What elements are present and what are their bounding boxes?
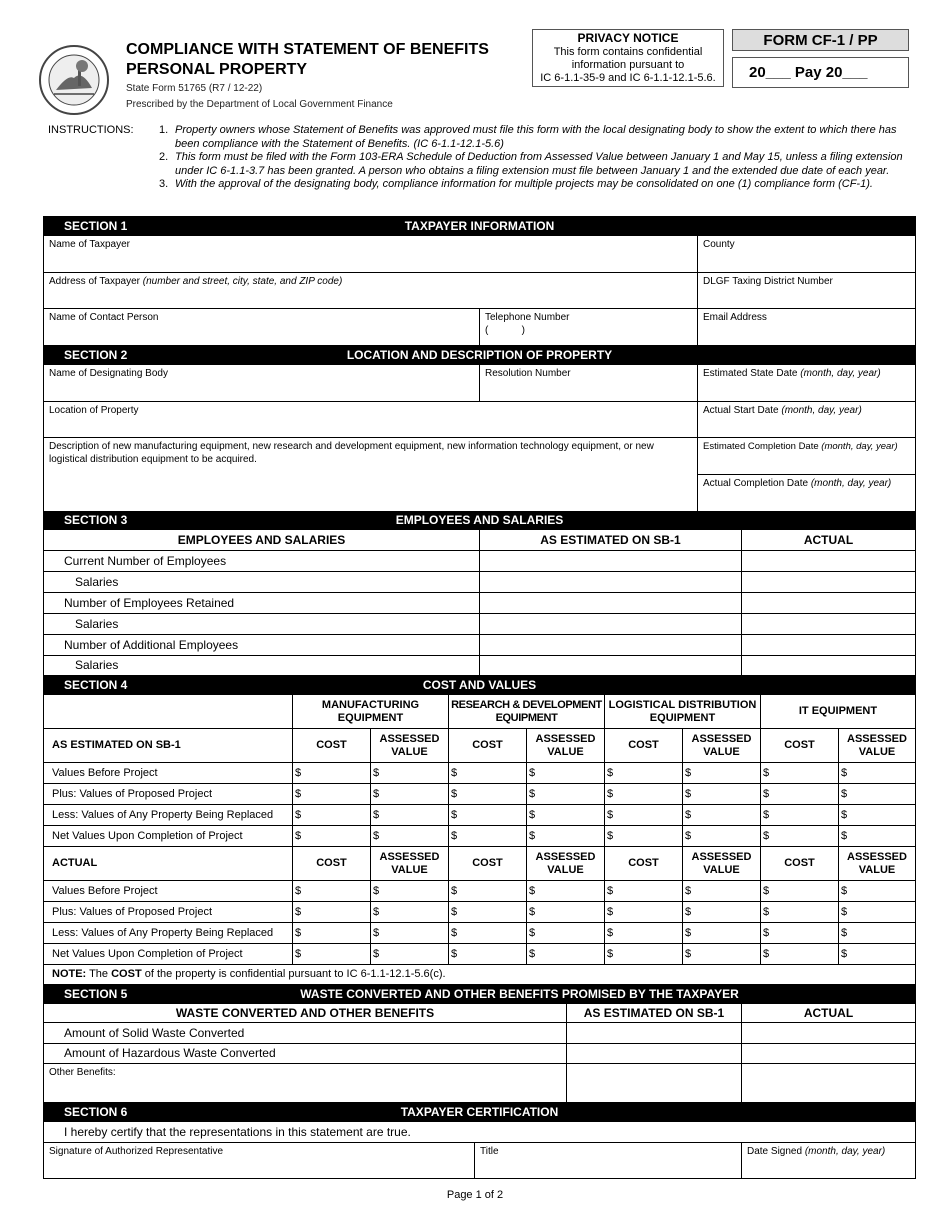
instruction-number: 2. bbox=[159, 151, 169, 163]
resolution-number-field[interactable] bbox=[480, 365, 698, 402]
waste-estimated-header: AS ESTIMATED ON SB-1 bbox=[567, 1004, 742, 1023]
dollar-input-cell[interactable]: $ bbox=[293, 763, 371, 784]
dollar-input-cell[interactable]: $ bbox=[761, 826, 839, 847]
other-benefits-estimated[interactable] bbox=[567, 1064, 742, 1103]
dollar-input-cell[interactable]: $ bbox=[605, 881, 683, 902]
dollar-input-cell[interactable]: $ bbox=[761, 902, 839, 923]
assessed-value-header: ASSESSED VALUE bbox=[839, 847, 915, 881]
section-3-bar bbox=[44, 511, 915, 530]
dollar-input-cell[interactable]: $ bbox=[449, 763, 527, 784]
section-6-label: SECTION 6 bbox=[64, 1105, 128, 1119]
dollar-input-cell[interactable]: $ bbox=[527, 826, 605, 847]
note-cost-word: COST bbox=[111, 968, 142, 980]
field-label: Description of new manufacturing equipment, new research and development equipment, new information technology equipment, or new logistical distribution equipment to be acquired. bbox=[49, 441, 654, 465]
employee-row-label: Salaries bbox=[44, 614, 480, 635]
employee-actual-cell[interactable] bbox=[742, 635, 915, 656]
form-number-badge: FORM CF-1 / PP bbox=[732, 29, 909, 51]
field-label: Name of Designating Body bbox=[49, 368, 168, 379]
section-6-bar bbox=[44, 1103, 915, 1122]
dollar-input-cell[interactable]: $ bbox=[839, 763, 915, 784]
instruction-text: Property owners whose Statement of Benefits was approved must file this form with the local designating body to show the extent to which there has been compliance with the Statement of Benefits. (IC 6-1.1-12.1-5.6) bbox=[175, 124, 897, 150]
section-5-title: WASTE CONVERTED AND OTHER BENEFITS PROMISED BY THE TAXPAYER bbox=[300, 987, 739, 1001]
dollar-input-cell[interactable]: $ bbox=[293, 944, 371, 965]
cost-header: COST bbox=[293, 729, 371, 763]
date-signed-field[interactable] bbox=[742, 1143, 915, 1178]
privacy-line-2: information pursuant to bbox=[571, 59, 685, 71]
section-5-label: SECTION 5 bbox=[64, 987, 128, 1001]
employee-row-label: Number of Employees Retained bbox=[44, 593, 480, 614]
dollar-input-cell[interactable]: $ bbox=[371, 784, 449, 805]
value-row-label: Net Values Upon Completion of Project bbox=[44, 944, 293, 965]
value-row-label: Plus: Values of Proposed Project bbox=[44, 902, 293, 923]
dollar-input-cell[interactable]: $ bbox=[839, 805, 915, 826]
dollar-input-cell[interactable]: $ bbox=[371, 826, 449, 847]
telephone-field[interactable] bbox=[480, 309, 698, 346]
title-field[interactable] bbox=[475, 1143, 742, 1178]
instruction-item bbox=[159, 178, 919, 192]
dollar-input-cell[interactable]: $ bbox=[605, 805, 683, 826]
instruction-item bbox=[159, 151, 919, 178]
dollar-input-cell[interactable]: $ bbox=[839, 826, 915, 847]
dollar-input-cell[interactable]: $ bbox=[605, 944, 683, 965]
assessed-value-header: ASSESSED VALUE bbox=[371, 729, 449, 763]
field-label: Telephone Number bbox=[485, 312, 570, 323]
value-row-label: Less: Values of Any Property Being Replaced bbox=[44, 923, 293, 944]
field-label: Name of Contact Person bbox=[49, 312, 159, 323]
dollar-input-cell[interactable]: $ bbox=[293, 902, 371, 923]
year-field[interactable]: 20___ Pay 20___ bbox=[732, 57, 909, 88]
field-label: Date Signed bbox=[747, 1146, 803, 1157]
section-3-label: SECTION 3 bbox=[64, 513, 128, 527]
section-2-label: SECTION 2 bbox=[64, 348, 128, 362]
page-number: Page 1 of 2 bbox=[446, 1189, 504, 1201]
assessed-value-header: ASSESSED VALUE bbox=[683, 729, 761, 763]
dollar-input-cell[interactable]: $ bbox=[683, 763, 761, 784]
title-line-1: COMPLIANCE WITH STATEMENT OF BENEFITS bbox=[126, 41, 489, 58]
field-label: DLGF Taxing District Number bbox=[703, 276, 833, 287]
dlgf-district-field[interactable] bbox=[698, 273, 915, 309]
actual-start-date-field[interactable] bbox=[698, 402, 915, 438]
dollar-input-cell[interactable]: $ bbox=[371, 763, 449, 784]
description-field[interactable] bbox=[44, 438, 698, 512]
employee-actual-cell[interactable] bbox=[742, 593, 915, 614]
employee-row-label: Salaries bbox=[44, 656, 480, 676]
section-5-bar bbox=[44, 985, 915, 1004]
actual-col-header: ACTUAL bbox=[742, 530, 915, 551]
employee-actual-cell[interactable] bbox=[742, 551, 915, 572]
field-hint: (month, day, year) bbox=[804, 1146, 886, 1157]
dollar-input-cell[interactable]: $ bbox=[839, 784, 915, 805]
field-label: Actual Start Date bbox=[703, 405, 779, 416]
dollar-input-cell[interactable]: $ bbox=[683, 881, 761, 902]
section-2-bar bbox=[44, 346, 915, 365]
value-row-label: Plus: Values of Proposed Project bbox=[44, 784, 293, 805]
prescribed-by: Prescribed by the Department of Local Government Finance bbox=[126, 99, 393, 110]
assessed-value-header: ASSESSED VALUE bbox=[527, 847, 605, 881]
field-label: Address of Taxpayer bbox=[49, 276, 140, 287]
dollar-input-cell[interactable]: $ bbox=[449, 902, 527, 923]
dollar-input-cell[interactable]: $ bbox=[371, 944, 449, 965]
field-hint: (month, day, year) bbox=[810, 478, 892, 489]
certification-statement: I hereby certify that the representations in this statement are true. bbox=[44, 1122, 915, 1143]
field-label: Other Benefits: bbox=[49, 1067, 116, 1078]
dollar-input-cell[interactable]: $ bbox=[293, 805, 371, 826]
form-title bbox=[126, 40, 489, 80]
actual-block-label: ACTUAL bbox=[44, 847, 293, 881]
dollar-input-cell[interactable]: $ bbox=[761, 944, 839, 965]
state-seal-icon bbox=[38, 44, 110, 116]
county-field[interactable] bbox=[698, 236, 915, 273]
dollar-input-cell[interactable]: $ bbox=[449, 784, 527, 805]
employee-actual-cell[interactable] bbox=[742, 572, 915, 593]
waste-col-header: WASTE CONVERTED AND OTHER BENEFITS bbox=[44, 1004, 567, 1023]
phone-area-code: ( ) bbox=[485, 325, 525, 336]
employee-estimated-cell[interactable] bbox=[480, 656, 742, 676]
employee-row-label: Salaries bbox=[44, 572, 480, 593]
cost-header: COST bbox=[449, 729, 527, 763]
instruction-item bbox=[159, 124, 919, 151]
dollar-input-cell[interactable]: $ bbox=[839, 923, 915, 944]
cost-header: COST bbox=[761, 729, 839, 763]
dollar-input-cell[interactable]: $ bbox=[683, 923, 761, 944]
section-4-bar bbox=[44, 676, 915, 695]
cost-header: COST bbox=[449, 847, 527, 881]
group-header-blank bbox=[44, 695, 293, 729]
dollar-input-cell[interactable]: $ bbox=[371, 881, 449, 902]
title-line-2: PERSONAL PROPERTY bbox=[126, 61, 308, 78]
cost-header: COST bbox=[293, 847, 371, 881]
dollar-input-cell[interactable]: $ bbox=[839, 902, 915, 923]
field-label: Resolution Number bbox=[485, 368, 571, 379]
instruction-text: With the approval of the designating body, compliance information for multiple projects may be consolidated on one (1) compliance form (CF-1). bbox=[175, 178, 873, 190]
field-label: Title bbox=[480, 1146, 499, 1157]
field-label: Estimated State Date bbox=[703, 368, 798, 379]
assessed-value-header: ASSESSED VALUE bbox=[527, 729, 605, 763]
assessed-value-header: ASSESSED VALUE bbox=[683, 847, 761, 881]
equipment-group-header: IT EQUIPMENT bbox=[761, 695, 915, 729]
employee-estimated-cell[interactable] bbox=[480, 593, 742, 614]
estimated-completion-date-field[interactable] bbox=[698, 438, 915, 475]
field-label: Email Address bbox=[703, 312, 767, 323]
signature-field[interactable] bbox=[44, 1143, 475, 1178]
dollar-input-cell[interactable]: $ bbox=[605, 923, 683, 944]
instruction-number: 1. bbox=[159, 124, 169, 136]
actual-completion-date-field[interactable] bbox=[698, 475, 915, 512]
designating-body-field[interactable] bbox=[44, 365, 480, 402]
note-label: NOTE: bbox=[52, 968, 87, 980]
employee-row-label: Number of Additional Employees bbox=[44, 635, 480, 656]
cost-header: COST bbox=[605, 729, 683, 763]
location-field[interactable] bbox=[44, 402, 698, 438]
waste-actual-header: ACTUAL bbox=[742, 1004, 915, 1023]
dollar-input-cell[interactable]: $ bbox=[371, 923, 449, 944]
employee-estimated-cell[interactable] bbox=[480, 572, 742, 593]
estimated-col-header: AS ESTIMATED ON SB-1 bbox=[480, 530, 742, 551]
dollar-input-cell[interactable]: $ bbox=[761, 923, 839, 944]
dollar-input-cell[interactable]: $ bbox=[761, 784, 839, 805]
dollar-input-cell[interactable]: $ bbox=[605, 784, 683, 805]
value-row-label: Values Before Project bbox=[44, 763, 293, 784]
dollar-input-cell[interactable]: $ bbox=[527, 805, 605, 826]
dollar-input-cell[interactable]: $ bbox=[839, 944, 915, 965]
estimated-block-label: AS ESTIMATED ON SB-1 bbox=[44, 729, 293, 763]
privacy-line-1: This form contains confidential bbox=[553, 46, 703, 58]
estimated-state-date-field[interactable] bbox=[698, 365, 915, 402]
dollar-input-cell[interactable]: $ bbox=[449, 881, 527, 902]
field-hint: (number and street, city, state, and ZIP code) bbox=[142, 276, 343, 287]
section-6-title: TAXPAYER CERTIFICATION bbox=[400, 1105, 559, 1119]
privacy-notice bbox=[532, 29, 724, 87]
field-hint: (month, day, year) bbox=[781, 405, 862, 416]
assessed-value-header: ASSESSED VALUE bbox=[371, 847, 449, 881]
other-benefits-field[interactable] bbox=[44, 1064, 567, 1103]
dollar-input-cell[interactable]: $ bbox=[683, 826, 761, 847]
solid-waste-label: Amount of Solid Waste Converted bbox=[44, 1023, 567, 1044]
dollar-input-cell[interactable]: $ bbox=[371, 805, 449, 826]
solid-waste-estimated[interactable] bbox=[567, 1023, 742, 1044]
dollar-input-cell[interactable]: $ bbox=[761, 763, 839, 784]
dollar-input-cell[interactable]: $ bbox=[293, 826, 371, 847]
field-label: Location of Property bbox=[49, 405, 139, 416]
dollar-input-cell[interactable]: $ bbox=[683, 784, 761, 805]
dollar-input-cell[interactable]: $ bbox=[761, 805, 839, 826]
cost-header: COST bbox=[761, 847, 839, 881]
dollar-input-cell[interactable]: $ bbox=[605, 902, 683, 923]
field-label: Estimated Completion Date bbox=[703, 441, 819, 452]
dollar-input-cell[interactable]: $ bbox=[371, 902, 449, 923]
field-hint: (month, day, year) bbox=[800, 368, 881, 379]
employees-col-header: EMPLOYEES AND SALARIES bbox=[44, 530, 480, 551]
compliance-form bbox=[43, 216, 916, 1179]
instruction-text: This form must be filed with the Form 103-ERA Schedule of Deduction from Assessed Value between January 1 and May 15, unless a filing extension under IC 6-1.1-3.7 has been granted. A person who obtains a filing extension must file between January 1 and the extended due date of each year. bbox=[175, 151, 903, 177]
dollar-input-cell[interactable]: $ bbox=[293, 784, 371, 805]
section-1-label: SECTION 1 bbox=[64, 219, 128, 233]
note-text: of the property is confidential pursuant to IC 6-1.1-12.1-5.6(c). bbox=[141, 968, 446, 980]
section-1-bar bbox=[44, 217, 915, 236]
equipment-group-header: MANUFACTURING EQUIPMENT bbox=[293, 695, 449, 729]
employee-row-label: Current Number of Employees bbox=[44, 551, 480, 572]
dollar-input-cell[interactable]: $ bbox=[449, 923, 527, 944]
dollar-input-cell[interactable]: $ bbox=[527, 902, 605, 923]
field-hint: (month, day, year) bbox=[821, 441, 898, 452]
dollar-input-cell[interactable]: $ bbox=[605, 826, 683, 847]
dollar-input-cell[interactable]: $ bbox=[527, 923, 605, 944]
dollar-input-cell[interactable]: $ bbox=[527, 944, 605, 965]
dollar-input-cell[interactable]: $ bbox=[683, 944, 761, 965]
section-4-label: SECTION 4 bbox=[64, 678, 128, 692]
dollar-input-cell[interactable]: $ bbox=[527, 763, 605, 784]
dollar-input-cell[interactable]: $ bbox=[293, 923, 371, 944]
email-field[interactable] bbox=[698, 309, 915, 346]
note-text: The bbox=[86, 968, 112, 980]
section-1-title: TAXPAYER INFORMATION bbox=[404, 219, 555, 233]
dollar-input-cell[interactable]: $ bbox=[683, 902, 761, 923]
taxpayer-name-field[interactable] bbox=[44, 236, 698, 273]
hazardous-waste-actual[interactable] bbox=[742, 1044, 915, 1064]
equipment-group-header: LOGISTICAL DISTRIBUTION EQUIPMENT bbox=[605, 695, 761, 729]
field-label: Actual Completion Date bbox=[703, 478, 809, 489]
dollar-input-cell[interactable]: $ bbox=[449, 944, 527, 965]
field-label: Name of Taxpayer bbox=[49, 239, 130, 250]
value-row-label: Less: Values of Any Property Being Replaced bbox=[44, 805, 293, 826]
contact-person-field[interactable] bbox=[44, 309, 480, 346]
section-3-title: EMPLOYEES AND SALARIES bbox=[395, 513, 564, 527]
dollar-input-cell[interactable]: $ bbox=[605, 763, 683, 784]
dollar-input-cell[interactable]: $ bbox=[761, 881, 839, 902]
privacy-line-3: IC 6-1.1-35-9 and IC 6-1.1-12.1-5.6. bbox=[540, 72, 716, 84]
assessed-value-header: ASSESSED VALUE bbox=[839, 729, 915, 763]
employee-estimated-cell[interactable] bbox=[480, 614, 742, 635]
section-2-title: LOCATION AND DESCRIPTION OF PROPERTY bbox=[346, 348, 613, 362]
employee-estimated-cell[interactable] bbox=[480, 635, 742, 656]
dollar-input-cell[interactable]: $ bbox=[449, 826, 527, 847]
cost-header: COST bbox=[605, 847, 683, 881]
dollar-input-cell[interactable]: $ bbox=[293, 881, 371, 902]
dollar-input-cell[interactable]: $ bbox=[527, 881, 605, 902]
employee-actual-cell[interactable] bbox=[742, 614, 915, 635]
state-form-number: State Form 51765 (R7 / 12-22) bbox=[126, 83, 263, 94]
other-benefits-actual[interactable] bbox=[742, 1064, 915, 1103]
instructions-label: INSTRUCTIONS: bbox=[48, 124, 134, 136]
cost-note bbox=[44, 965, 915, 985]
value-row-label: Net Values Upon Completion of Project bbox=[44, 826, 293, 847]
hazardous-waste-estimated[interactable] bbox=[567, 1044, 742, 1064]
dollar-input-cell[interactable]: $ bbox=[683, 805, 761, 826]
field-label: Signature of Authorized Representative bbox=[49, 1146, 223, 1157]
section-4-title: COST AND VALUES bbox=[422, 678, 537, 692]
value-row-label: Values Before Project bbox=[44, 881, 293, 902]
equipment-group-header: RESEARCH & DEVELOPMENT EQUIPMENT bbox=[449, 695, 605, 729]
dollar-input-cell[interactable]: $ bbox=[839, 881, 915, 902]
solid-waste-actual[interactable] bbox=[742, 1023, 915, 1044]
privacy-title: PRIVACY NOTICE bbox=[577, 31, 679, 45]
address-field[interactable] bbox=[44, 273, 698, 309]
dollar-input-cell[interactable]: $ bbox=[449, 805, 527, 826]
hazardous-waste-label: Amount of Hazardous Waste Converted bbox=[44, 1044, 567, 1064]
employee-estimated-cell[interactable] bbox=[480, 551, 742, 572]
field-label: County bbox=[703, 239, 735, 250]
employee-actual-cell[interactable] bbox=[742, 656, 915, 676]
instruction-number: 3. bbox=[159, 178, 169, 190]
dollar-input-cell[interactable]: $ bbox=[527, 784, 605, 805]
